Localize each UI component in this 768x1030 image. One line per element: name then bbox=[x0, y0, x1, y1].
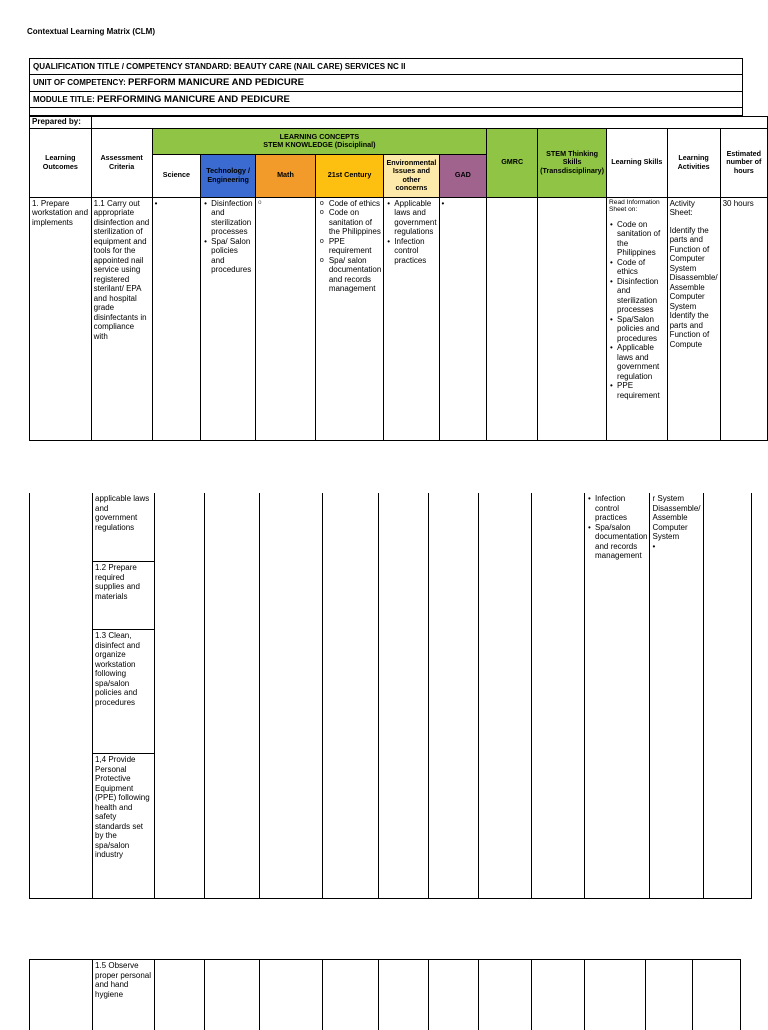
skills-intro: Read Information Sheet on: bbox=[609, 198, 660, 214]
prepared-by-label: Prepared by: bbox=[30, 117, 92, 129]
math-cell bbox=[260, 493, 323, 898]
learning-concepts-label: LEARNING CONCEPTS bbox=[279, 131, 360, 141]
environmental-cell bbox=[379, 493, 429, 898]
header-row-1 bbox=[30, 128, 768, 154]
technology-cell bbox=[201, 197, 256, 440]
learning-matrix-continued-2 bbox=[29, 959, 741, 1030]
unit-label: UNIT OF COMPETENCY: bbox=[33, 78, 126, 87]
gmrc-cell bbox=[479, 493, 532, 898]
criteria-cell bbox=[93, 493, 155, 898]
century-cell bbox=[315, 197, 383, 440]
list-item: • Spa/salon documentation and records management bbox=[595, 523, 647, 561]
stem-thinking-cell bbox=[532, 960, 585, 1030]
col-estimated-hours: Estimated number of hours bbox=[720, 128, 767, 197]
outcome-cell: 1. Prepare workstation and implements bbox=[30, 197, 92, 440]
table-row bbox=[30, 493, 752, 898]
criteria-cell: 1.1 Carry out appropriate disinfection and sterilization of equipment and tools for the appointed nail service using registered sterilant/ EPA and hospital grade disinfectants in compliance with bbox=[91, 197, 152, 440]
list-item: o Code of ethics bbox=[329, 199, 381, 209]
prepared-by-row bbox=[30, 117, 768, 129]
col-stem-thinking: STEM Thinking Skills (Transdisciplinary) bbox=[538, 128, 607, 197]
activities-cell bbox=[650, 493, 703, 898]
math-cell: o bbox=[256, 197, 316, 440]
century-cell bbox=[323, 493, 379, 898]
col-learning-skills: Learning Skills bbox=[607, 128, 668, 197]
prepared-by-value bbox=[91, 117, 767, 129]
hours-cell bbox=[693, 960, 741, 1030]
list-item: o Spa/ salon documentation and records management bbox=[329, 256, 381, 294]
col-science: Science bbox=[152, 154, 201, 197]
col-learning-outcomes: Learning Outcomes bbox=[30, 128, 92, 197]
skills-cell bbox=[585, 960, 646, 1030]
hours-cell bbox=[703, 493, 751, 898]
math-cell bbox=[260, 960, 323, 1030]
activity-text: r System Disassemble/ Assemble Computer System bbox=[652, 494, 701, 541]
unit-row bbox=[30, 75, 742, 92]
criteria-cell: 1.5 Observe proper personal and hand hygiene bbox=[93, 960, 155, 1030]
technology-cell bbox=[205, 493, 260, 898]
science-cell bbox=[155, 493, 205, 898]
list-item: o Code on sanitation of the Philippines bbox=[329, 208, 381, 237]
qualification-label: QUALIFICATION TITLE / COMPETENCY STANDARD: bbox=[33, 62, 232, 71]
gad-cell bbox=[429, 960, 479, 1030]
skills-cell bbox=[585, 493, 650, 898]
stem-thinking-cell bbox=[532, 493, 585, 898]
col-gad: GAD bbox=[439, 154, 487, 197]
unit-value: PERFORM MANICURE AND PEDICURE bbox=[127, 77, 304, 88]
stem-knowledge-label: STEM KNOWLEDGE (Disciplinal) bbox=[263, 140, 376, 149]
science-cell bbox=[155, 960, 205, 1030]
list-item: • Disinfection and sterilization processes bbox=[211, 199, 253, 237]
document-title: Contextual Learning Matrix (CLM) bbox=[27, 27, 156, 36]
criteria-cont: applicable laws and government regulations bbox=[95, 494, 150, 532]
module-value: PERFORMING MANICURE AND PEDICURE bbox=[97, 94, 290, 105]
list-item: • Applicable laws and government regulations bbox=[394, 199, 436, 237]
environmental-cell bbox=[379, 960, 429, 1030]
col-21st-century: 21st Century bbox=[315, 154, 383, 197]
gmrc-cell bbox=[479, 960, 532, 1030]
module-label: MODULE TITLE: bbox=[33, 95, 95, 104]
list-item: o PPE requirement bbox=[329, 237, 381, 256]
col-math: Math bbox=[256, 154, 316, 197]
activity-bullet: • bbox=[652, 541, 656, 551]
activity-sheet-label: Activity Sheet: bbox=[669, 198, 695, 217]
learning-matrix-continued bbox=[29, 493, 752, 899]
col-assessment-criteria: Assessment Criteria bbox=[91, 128, 152, 197]
learning-concepts-header bbox=[152, 128, 487, 154]
qualification-value: BEAUTY CARE (NAIL CARE) SERVICES NC II bbox=[233, 62, 406, 71]
environmental-cell bbox=[384, 197, 439, 440]
learning-matrix-table bbox=[29, 116, 768, 441]
outcome-cell bbox=[30, 493, 93, 898]
list-item: • Disinfection and sterilization processes bbox=[617, 277, 665, 315]
criteria-1-2: 1.2 Prepare required supplies and materials bbox=[93, 561, 154, 629]
col-technology: Technology / Engineering bbox=[201, 154, 256, 197]
list-item: • Applicable laws and government regulation bbox=[617, 343, 665, 381]
criteria-1-3: 1.3 Clean, disinfect and organize workstation following spa/salon policies and procedures bbox=[93, 629, 154, 753]
list-item: • PPE requirement bbox=[617, 381, 665, 400]
list-item: • Spa/ Salon policies and procedures bbox=[211, 237, 253, 275]
col-learning-activities: Learning Activities bbox=[667, 128, 720, 197]
activity-text: Identify the parts and Function of Computer System Disassemble/ Assemble Computer System Identify the parts and Function of Compute bbox=[669, 225, 718, 349]
outcome-cell bbox=[30, 960, 93, 1030]
table-row bbox=[30, 960, 741, 1030]
century-cell bbox=[323, 960, 379, 1030]
list-item: • Spa/Salon policies and procedures bbox=[617, 315, 665, 344]
criteria-1-4: 1,4 Provide Personal Protective Equipment (PPE) following health and safety standards set by the spa/salon industry bbox=[93, 753, 154, 895]
list-item: • Code of ethics bbox=[617, 258, 665, 277]
col-gmrc: GMRC bbox=[487, 128, 538, 197]
activities-cell bbox=[646, 960, 693, 1030]
module-row bbox=[30, 92, 742, 108]
list-item: • Infection control practices bbox=[394, 237, 436, 266]
gad-cell bbox=[429, 493, 479, 898]
qualification-row bbox=[30, 59, 742, 75]
blank-row bbox=[30, 108, 742, 115]
skills-cell bbox=[607, 197, 668, 440]
science-cell: • bbox=[152, 197, 201, 440]
stem-thinking-cell bbox=[538, 197, 607, 440]
gmrc-cell bbox=[487, 197, 538, 440]
activities-cell bbox=[667, 197, 720, 440]
header-info-box bbox=[29, 58, 743, 116]
table-row bbox=[30, 197, 768, 440]
col-environmental: Environmental Issues and other concerns bbox=[384, 154, 439, 197]
list-item: • Infection control practices bbox=[595, 494, 647, 523]
list-item: • Code on sanitation of the Philippines bbox=[617, 220, 665, 258]
hours-cell: 30 hours bbox=[720, 197, 767, 440]
technology-cell bbox=[205, 960, 260, 1030]
gad-cell: • bbox=[439, 197, 487, 440]
